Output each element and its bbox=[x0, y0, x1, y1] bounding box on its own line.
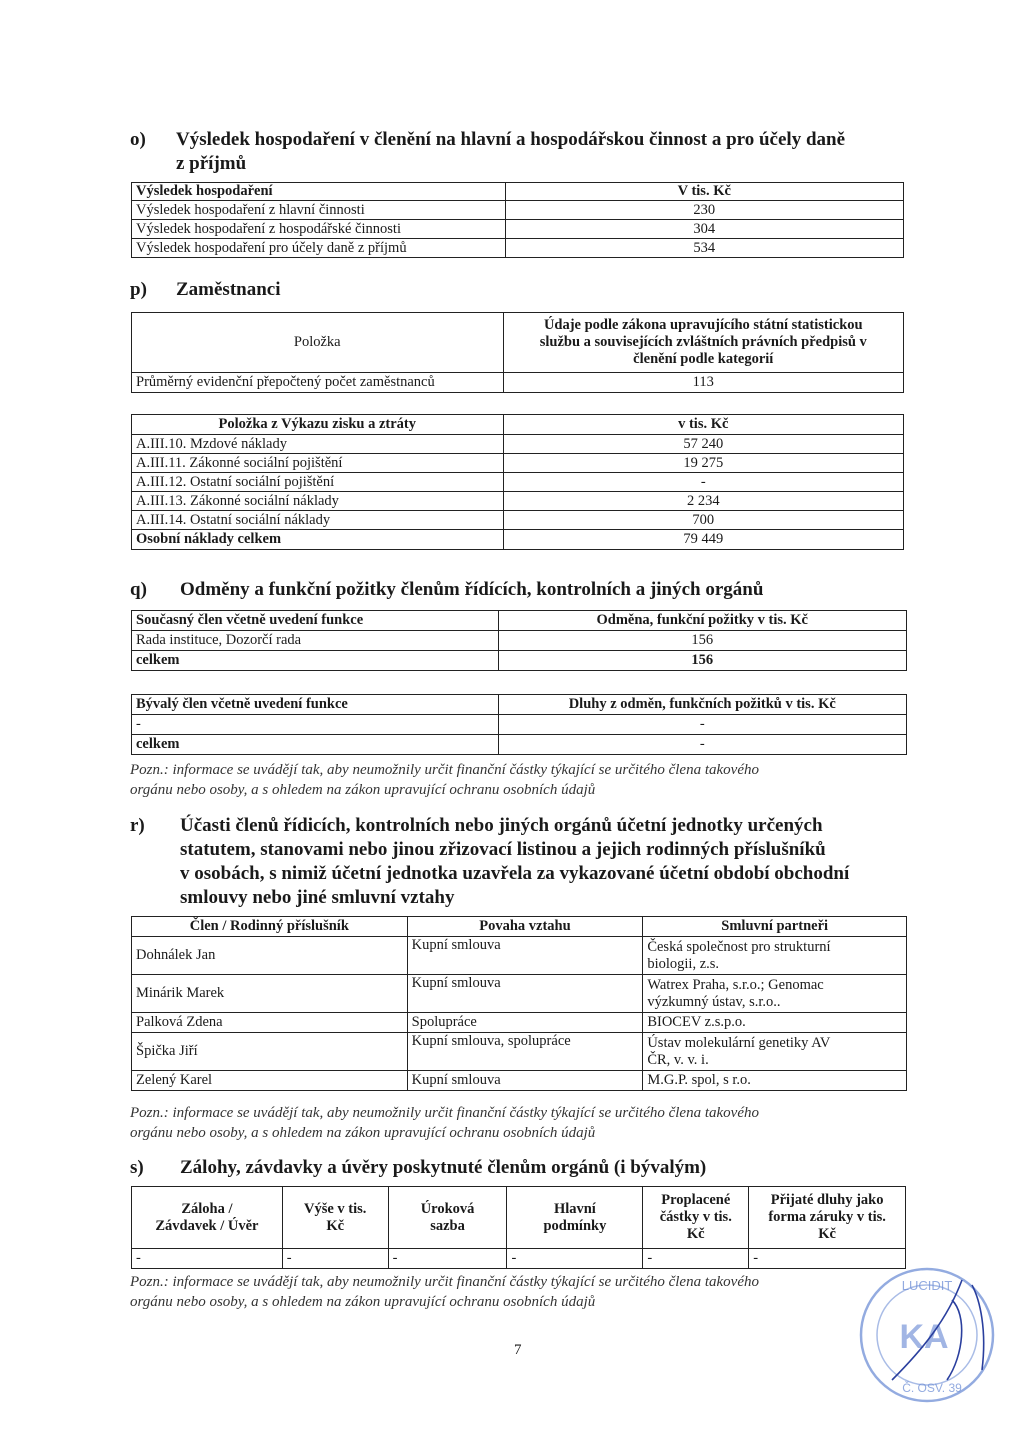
table-header: Položka z Výkazu zisku a ztráty bbox=[132, 415, 504, 435]
header-line: Proplacené bbox=[661, 1192, 731, 1208]
note bbox=[130, 760, 759, 800]
table-total-label: celkem bbox=[132, 735, 499, 755]
section-title-cont: v osobách, s nimiž účetní jednotka uzavřela za vykazované účetní období obchodní bbox=[180, 863, 850, 884]
table-header: Člen / Rodinný příslušník bbox=[132, 917, 408, 937]
cell-line: výzkumný ústav, s.r.o.. bbox=[647, 993, 781, 1010]
table-header bbox=[507, 1187, 643, 1249]
table-cell: - bbox=[503, 473, 903, 492]
cell-line: ČR, v. v. i. bbox=[647, 1051, 709, 1068]
section-title: Výsledek hospodaření v členění na hlavní a hospodářskou činnost a pro účely daně bbox=[176, 129, 846, 150]
header-line: Závdavek / Úvěr bbox=[155, 1217, 259, 1234]
header-line: službu a souvisejících zvláštních právních předpisů v bbox=[539, 334, 867, 350]
table-header: Dluhy z odměn, funkčních požitků v tis. Kč bbox=[498, 695, 906, 715]
personnel-costs-table bbox=[131, 414, 904, 550]
table-cell: Výsledek hospodaření z hospodářské činnosti bbox=[132, 220, 506, 239]
table-header bbox=[643, 1187, 749, 1249]
employees-table bbox=[131, 312, 904, 393]
table-cell: 19 275 bbox=[503, 454, 903, 473]
table-cell: - bbox=[132, 1249, 283, 1269]
table-cell: 534 bbox=[505, 239, 903, 258]
table-cell: 156 bbox=[498, 631, 906, 651]
table-cell: A.III.12. Ostatní sociální pojištění bbox=[132, 473, 504, 492]
cell-line: Česká společnost pro strukturní bbox=[647, 938, 831, 955]
section-p-heading bbox=[130, 278, 530, 302]
table-cell: - bbox=[388, 1249, 507, 1269]
header-line: Kč bbox=[326, 1217, 345, 1234]
section-r-heading bbox=[130, 814, 920, 910]
table-cell bbox=[643, 937, 907, 975]
table-cell: Kupní smlouva bbox=[407, 975, 643, 1013]
table-total-value: - bbox=[498, 735, 906, 755]
header-line: Záloha / bbox=[181, 1200, 233, 1217]
table-cell: - bbox=[498, 715, 906, 735]
former-members-table bbox=[131, 694, 907, 755]
current-members-table bbox=[131, 610, 907, 671]
section-letter: p) bbox=[130, 279, 147, 300]
table-cell: 113 bbox=[503, 373, 903, 393]
table-cell: Dohnálek Jan bbox=[132, 937, 408, 975]
stamp-text-top: LUCIDIT bbox=[901, 1278, 953, 1293]
table-cell: M.G.P. spol, s r.o. bbox=[643, 1071, 907, 1091]
table-cell: Zelený Karel bbox=[132, 1071, 408, 1091]
table-cell: Spolupráce bbox=[407, 1013, 643, 1033]
table-cell: 700 bbox=[503, 511, 903, 530]
section-title-cont: statutem, stanovami nebo jinou zřizovací listinou a jejich rodinných příslušníků bbox=[180, 839, 826, 860]
table-header bbox=[282, 1187, 388, 1249]
table-cell: Špička Jiří bbox=[132, 1033, 408, 1071]
table-cell: A.III.14. Ostatní sociální náklady bbox=[132, 511, 504, 530]
section-title: Zaměstnanci bbox=[176, 279, 281, 300]
page-number: 7 bbox=[514, 1342, 522, 1358]
table-total-value: 156 bbox=[498, 651, 906, 671]
header-line: Kč bbox=[686, 1226, 705, 1242]
note-line: orgánu nebo osoby, a s ohledem na zákon upravující ochranu osobních údajů bbox=[130, 782, 596, 798]
note bbox=[130, 1272, 759, 1312]
table-cell: Kupní smlouva bbox=[407, 937, 643, 975]
table-header: V tis. Kč bbox=[505, 183, 903, 201]
table-cell: Rada instituce, Dozorčí rada bbox=[132, 631, 499, 651]
table-cell bbox=[643, 975, 907, 1013]
note-line: Pozn.: informace se uvádějí tak, aby neumožnily určit finanční částky týkající se určitého člena takového bbox=[130, 1105, 759, 1121]
table-total-label: Osobní náklady celkem bbox=[132, 530, 504, 550]
stamp-text-mid: KA bbox=[899, 1318, 949, 1356]
table-cell: Kupní smlouva, spolupráce bbox=[407, 1033, 643, 1071]
section-title: Odměny a funkční požitky členům řídících, kontrolních a jiných orgánů bbox=[180, 579, 764, 600]
table-cell: A.III.13. Zákonné sociální náklady bbox=[132, 492, 504, 511]
section-title: Zálohy, závdavky a úvěry poskytnuté členům orgánů (i bývalým) bbox=[180, 1157, 707, 1178]
table-cell: 304 bbox=[505, 220, 903, 239]
relations-table bbox=[131, 916, 907, 1091]
table-cell: - bbox=[749, 1249, 906, 1269]
section-title-cont: z příjmů bbox=[176, 153, 247, 174]
table-cell: - bbox=[132, 715, 499, 735]
table-header bbox=[388, 1187, 507, 1249]
section-o-heading bbox=[130, 128, 930, 178]
table-cell: Průměrný evidenční přepočtený počet zaměstnanců bbox=[132, 373, 504, 393]
table-cell: Kupní smlouva bbox=[407, 1071, 643, 1091]
cell-line: Ústav molekulární genetiky AV bbox=[647, 1034, 831, 1051]
table-cell: A.III.10. Mzdové náklady bbox=[132, 435, 504, 454]
table-header: Smluvní partneři bbox=[643, 917, 907, 937]
table-header: v tis. Kč bbox=[503, 415, 903, 435]
stamp-icon bbox=[852, 1260, 1002, 1410]
header-line: Přijaté dluhy jako bbox=[770, 1192, 884, 1208]
section-letter: o) bbox=[130, 129, 146, 150]
header-line: Údaje podle zákona upravujícího státní statistickou bbox=[543, 317, 863, 333]
section-title: Účasti členů řídicích, kontrolních nebo jiných orgánů účetní jednotky určených bbox=[180, 815, 823, 836]
table-cell bbox=[643, 1033, 907, 1071]
note bbox=[130, 1103, 759, 1143]
result-table bbox=[131, 182, 904, 258]
table-header: Výsledek hospodaření bbox=[132, 183, 506, 201]
note-line: orgánu nebo osoby, a s ohledem na zákon upravující ochranu osobních údajů bbox=[130, 1125, 596, 1141]
section-s-heading bbox=[130, 1156, 910, 1180]
table-header: Odměna, funkční požitky v tis. Kč bbox=[498, 611, 906, 631]
header-line: členění podle kategorií bbox=[633, 351, 774, 367]
table-cell: Minárik Marek bbox=[132, 975, 408, 1013]
section-letter: s) bbox=[130, 1157, 144, 1178]
note-line: Pozn.: informace se uvádějí tak, aby neumožnily určit finanční částky týkající se určitého člena takového bbox=[130, 1274, 759, 1290]
table-header: Povaha vztahu bbox=[407, 917, 643, 937]
table-header: Položka bbox=[132, 313, 504, 373]
table-cell: Výsledek hospodaření pro účely daně z příjmů bbox=[132, 239, 506, 258]
header-line: Kč bbox=[818, 1226, 836, 1242]
section-letter: r) bbox=[130, 815, 145, 836]
table-cell: 57 240 bbox=[503, 435, 903, 454]
table-cell: - bbox=[282, 1249, 388, 1269]
section-letter: q) bbox=[130, 579, 147, 600]
note-line: orgánu nebo osoby, a s ohledem na zákon upravující ochranu osobních údajů bbox=[130, 1294, 596, 1310]
header-line: forma záruky v tis. bbox=[768, 1209, 886, 1225]
table-total-label: celkem bbox=[132, 651, 499, 671]
section-title-cont: smlouvy nebo jiné smluvní vztahy bbox=[180, 887, 455, 908]
table-cell: - bbox=[507, 1249, 643, 1269]
table-header: Bývalý člen včetně uvedení funkce bbox=[132, 695, 499, 715]
table-total-value: 79 449 bbox=[503, 530, 903, 550]
table-cell: Výsledek hospodaření z hlavní činnosti bbox=[132, 201, 506, 220]
table-header bbox=[132, 1187, 283, 1249]
note-line: Pozn.: informace se uvádějí tak, aby neumožnily určit finanční částky týkající se určitého člena takového bbox=[130, 762, 759, 778]
section-q-heading bbox=[130, 578, 930, 602]
cell-line: Watrex Praha, s.r.o.; Genomac bbox=[647, 976, 824, 993]
header-line: sazba bbox=[430, 1217, 465, 1234]
cell-line: biologii, z.s. bbox=[647, 955, 720, 972]
stamp-text-bottom: Č. OSV. 39 bbox=[902, 1381, 962, 1395]
table-cell: 2 234 bbox=[503, 492, 903, 511]
table-cell: A.III.11. Zákonné sociální pojištění bbox=[132, 454, 504, 473]
header-line: částky v tis. bbox=[659, 1209, 732, 1225]
header-line: podmínky bbox=[543, 1217, 607, 1234]
table-cell: Palková Zdena bbox=[132, 1013, 408, 1033]
header-line: Výše v tis. bbox=[303, 1200, 367, 1217]
table-header bbox=[503, 313, 903, 373]
table-cell: BIOCEV z.s.p.o. bbox=[643, 1013, 907, 1033]
table-header bbox=[749, 1187, 906, 1249]
table-cell: 230 bbox=[505, 201, 903, 220]
header-line: Hlavní bbox=[553, 1200, 596, 1217]
table-cell: - bbox=[643, 1249, 749, 1269]
header-line: Úroková bbox=[420, 1200, 475, 1217]
advances-table bbox=[131, 1186, 906, 1269]
table-header: Současný člen včetně uvedení funkce bbox=[132, 611, 499, 631]
